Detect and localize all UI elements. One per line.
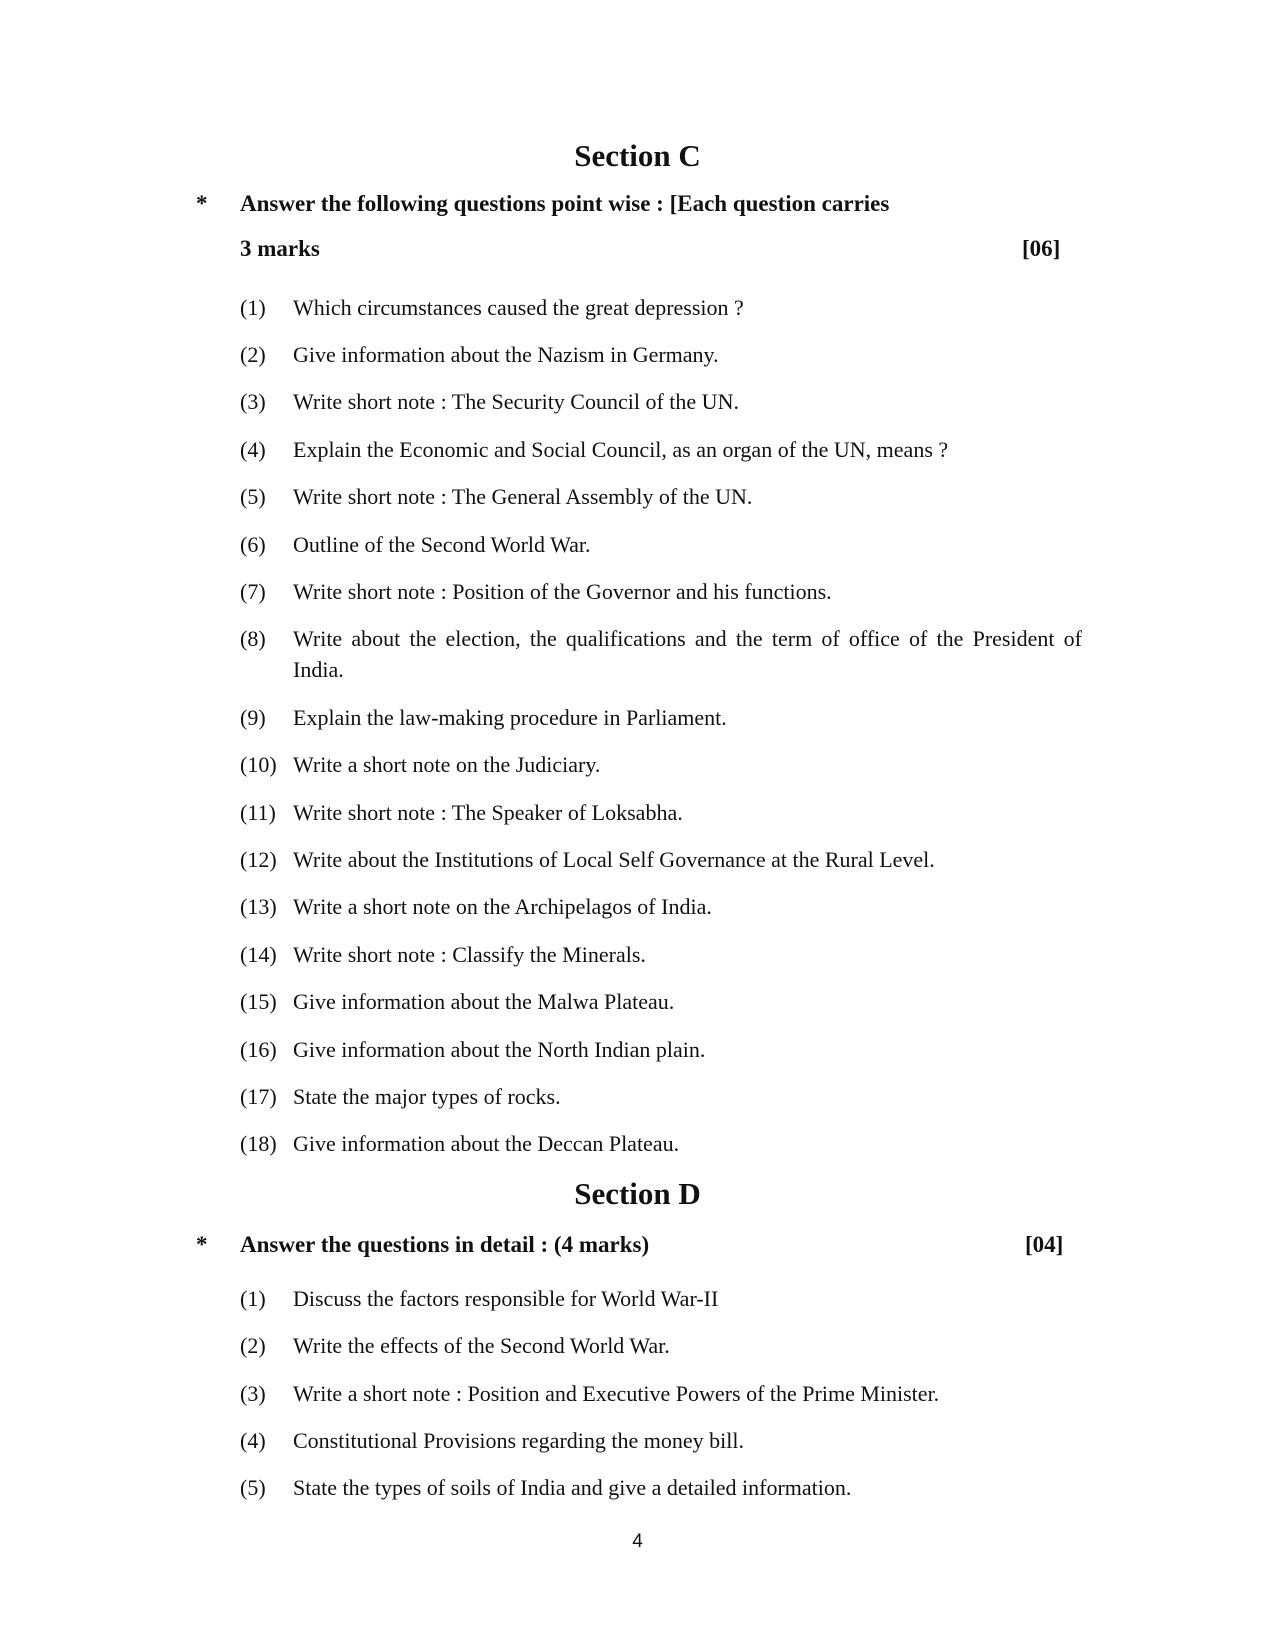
section-d-title: Section D (574, 1176, 701, 1211)
question-text: Write a short note on the Archipelagos of India. (293, 894, 712, 919)
question-text: Write short note : The General Assembly of the UN. (293, 484, 753, 509)
section-d-instruction-text: Answer the questions in detail : (4 marks) (240, 1232, 650, 1257)
question-number: (4) (240, 437, 266, 462)
bullet-asterisk: * (196, 1232, 208, 1257)
question-number: (15) (240, 989, 277, 1014)
question-number: (14) (240, 942, 277, 967)
question-text: Explain the law-making procedure in Parliament. (293, 705, 727, 730)
question-number: (7) (240, 579, 266, 604)
question-text: Constitutional Provisions regarding the money bill. (293, 1428, 744, 1453)
question-number: (8) (240, 626, 266, 651)
question-text: Write short note : The Security Council of the UN. (293, 389, 739, 414)
question-number: (11) (240, 800, 276, 825)
section-c-instruction-text: Answer the following questions point wise : [Each question carries (240, 191, 890, 216)
question-number: (16) (240, 1037, 277, 1062)
question-number: (12) (240, 847, 277, 872)
question-text: Explain the Economic and Social Council, as an organ of the UN, means ? (293, 437, 949, 462)
question-number: (9) (240, 705, 266, 730)
question-text: Write short note : Classify the Minerals. (293, 942, 646, 967)
section-c-instruction-cont: 3 marks (240, 236, 320, 261)
section-c-title: Section C (574, 138, 701, 173)
question-number: (17) (240, 1084, 277, 1109)
bullet-asterisk: * (196, 191, 208, 216)
page-number: 4 (632, 1531, 643, 1552)
question-text: Write a short note : Position and Executive Powers of the Prime Minister. (293, 1381, 940, 1406)
section-d-marks: [04] (1025, 1232, 1064, 1257)
section-c-marks: [06] (1022, 236, 1061, 261)
question-text: Write short note : Position of the Governor and his functions. (293, 579, 832, 604)
question-number: (5) (240, 1475, 266, 1500)
question-number: (18) (240, 1131, 277, 1156)
question-text: Give information about the Malwa Plateau. (293, 989, 675, 1014)
question-text: Write about the Institutions of Local Self Governance at the Rural Level. (293, 847, 935, 872)
question-number: (1) (240, 1286, 266, 1311)
question-text: Give information about the Deccan Plateau. (293, 1131, 680, 1156)
question-number: (3) (240, 1381, 266, 1406)
question-number: (4) (240, 1428, 266, 1453)
question-text: Give information about the North Indian plain. (293, 1037, 706, 1062)
question-text: Outline of the Second World War. (293, 532, 591, 557)
question-text: Write short note : The Speaker of Loksabha. (293, 800, 683, 825)
question-text: Write about the election, the qualifications and the term of office of the President of India. (293, 626, 1082, 682)
question-text: Discuss the factors responsible for World War-II (293, 1286, 719, 1311)
question-text: Which circumstances caused the great depression ? (293, 295, 744, 320)
question-number: (10) (240, 752, 277, 777)
question-text: Write a short note on the Judiciary. (293, 752, 601, 777)
question-number: (5) (240, 484, 266, 509)
question-number: (13) (240, 894, 277, 919)
question-number: (1) (240, 295, 266, 320)
question-number: (6) (240, 532, 266, 557)
question-number: (3) (240, 389, 266, 414)
question-text: State the major types of rocks. (293, 1084, 561, 1109)
question-text: Give information about the Nazism in Germany. (293, 342, 719, 367)
question-text: Write the effects of the Second World War. (293, 1333, 670, 1358)
question-number: (2) (240, 1333, 266, 1358)
question-text: State the types of soils of India and give a detailed information. (293, 1475, 852, 1500)
question-number: (2) (240, 342, 266, 367)
